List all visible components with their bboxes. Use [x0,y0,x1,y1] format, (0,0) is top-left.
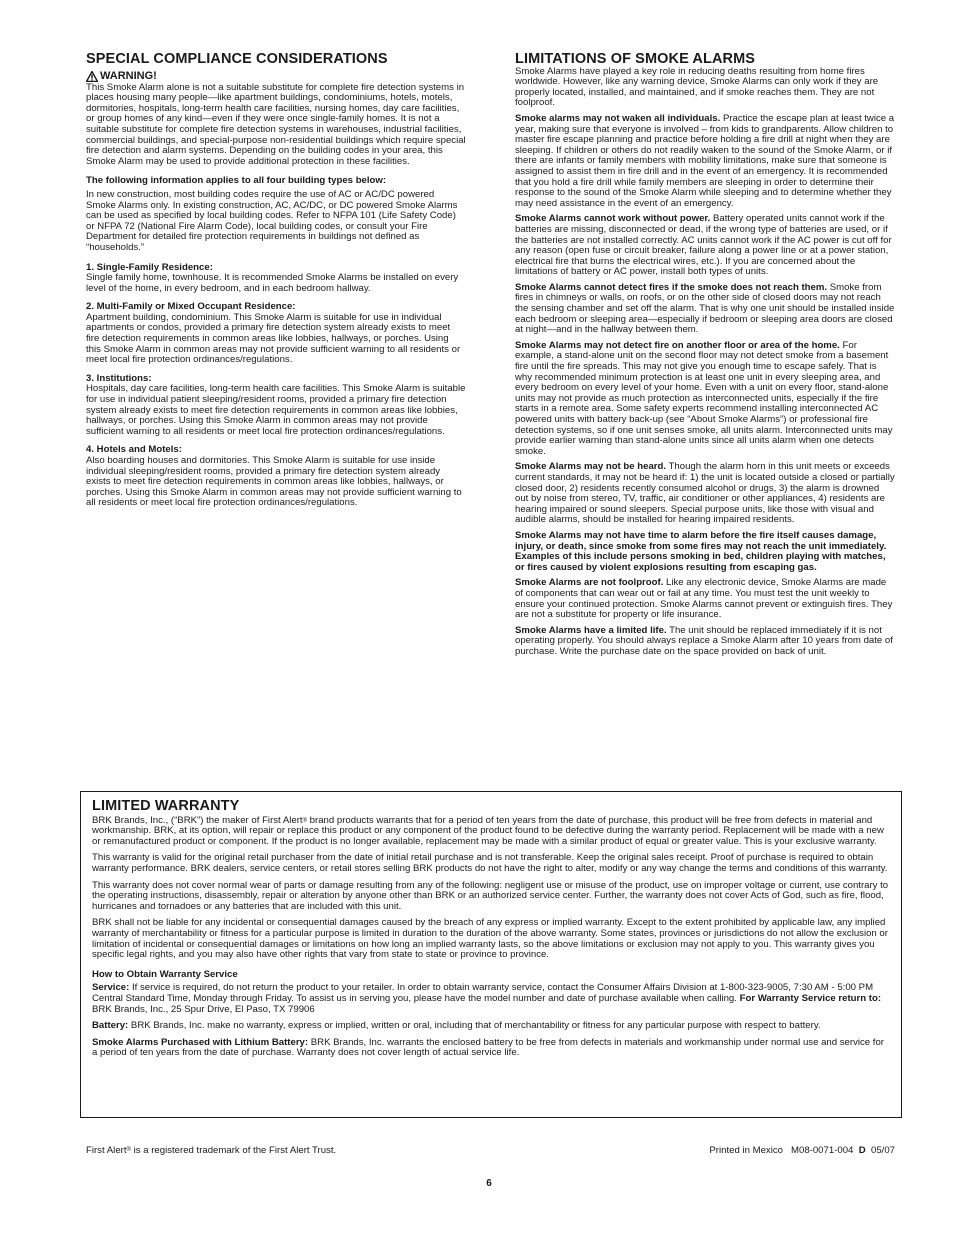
limitation-lead: Smoke Alarms may not detect fire on another floor or area of the home. [515,339,840,351]
limitation-item [515,462,895,526]
limitations-heading: LIMITATIONS OF SMOKE ALARMS [515,51,756,67]
applies-heading: The following information applies to all four building types below: [86,175,387,187]
limitations-section [515,51,895,662]
registered-mark: ® [126,1147,131,1153]
revision-letter: D [858,1145,866,1156]
limitation-item [515,341,895,458]
limitation-item [515,578,895,620]
special-compliance-section [86,51,466,509]
service-lead: Service: [92,982,130,994]
warranty-paragraph-4: BRK shall not be liable for any incidental or consequential damages caused by the breach of any express or implied warranty. Except to the extent prohibited by applicable law, any implied warranty of merchantability or fitness for a particular purpose is limited in duration to the duration of the above warranty. Some states, provinces or jurisdictions do not allow the exclusion or limitation of incidental or consequential damages or limitations on how long an implied warranty lasts, so the above limitations or exclusion may not apply to you. This warranty gives you specific legal rights, and you may also have other rights that vary from state to state or province to province. [92,917,888,961]
lithium-paragraph [92,1038,890,1059]
limitation-text: Like any electronic device, Smoke Alarms are made of components that can wear out or fail at any time. You must test the unit weekly to ensure your continued protection. Smoke Alarms cannot prevent or extinguish fires. They are not a substitute for property or life insurance. [515,577,893,621]
building-type-1 [86,263,466,295]
trademark-text: is a registered trademark of the First Alert Trust. [130,1145,337,1156]
limitation-lead: Smoke Alarms cannot work without power. [515,213,711,225]
limitations-intro: Smoke Alarms have played a key role in reducing deaths resulting from home fires worldwide. However, like any warning device, Smoke Alarms can only work if they are properly located, installed, and maintained, and if smoke reaches them. They are not foolproof. [515,65,879,109]
trademark-brand: First Alert [86,1145,127,1156]
building-type-4 [86,445,466,509]
limitation-item [515,626,895,658]
limitation-lead: Smoke alarms may not waken all individuals. [515,112,721,124]
limitation-text: Smoke from fires in chimneys or walls, on roofs, or on the other side of closed doors may not reach the sensing chamber and set off the alarm. That is why one unit should be installed inside each bedroom or sleeping area—especially if bedroom or sleeping area doors are closed at night—and in the hallway between them. [515,281,895,336]
building-type-text: Single family home, townhouse. It is recommended Smoke Alarms be installed on every level of the home, in every bedroom, and in each bedroom hallway. [86,272,459,294]
limitation-text: Practice the escape plan at least twice a year, making sure that everyone is involved – from kids to grandparents. Allow children to master fire escape planning and practice before holding a fire drill at night when they are sleeping. If children or others do not readily waken to the sound of the Smoke Alarm, or if there are infants or family members with mobility limitations, make sure that someone is assigned to assist them in fire drill and in the event of an emergency. It is recommended that you hold a fire drill while family members are sleeping in order to determine their response to the sound of the Smoke Alarm while sleeping and to determine whether they may need assistance in the event of an emergency. [515,112,895,209]
limitation-lead: Smoke Alarms may not be heard. [515,461,667,473]
building-type-3 [86,374,466,438]
building-type-title: 1. Single-Family Residence: [86,261,213,273]
registered-mark: ® [302,817,308,824]
warranty-heading: LIMITED WARRANTY [92,798,240,814]
how-to-obtain-heading: How to Obtain Warranty Service [92,968,238,980]
building-type-title: 2. Multi-Family or Mixed Occupant Residence: [86,301,296,313]
warranty-paragraph-1 [92,816,890,848]
limitation-item [515,283,895,336]
limitation-lead: Smoke Alarms cannot detect fires if the smoke does not reach them. [515,281,828,293]
warranty-paragraph-2: This warranty is valid for the original retail purchaser from the date of initial retail purchase and is not transferable. Keep the original sales receipt. Proof of purchase is required to obtain warranty performance. BRK dealers, service centers, or retail stores selling BRK products do not have the right to alter, modify or any way change the terms and conditions of this warranty. [92,852,888,874]
battery-lead: Battery: [92,1020,129,1032]
warning-triangle-icon [86,71,98,82]
warning-label-text: WARNING! [100,69,157,82]
printed-in: Printed in Mexico M08-0071-004 [709,1145,859,1156]
limitation-lead: Smoke Alarms are not foolproof. [515,577,664,589]
building-type-text: Also boarding houses and dormitories. This Smoke Alarm is suitable for use inside individual sleeping/resident rooms, provided a primary fire detection system already exists to meet fire detection requirements in common areas like lobbies, hallways, or porches. Using this Smoke Alarm in common areas may not provide sufficient warning to all residents or meet local fire protection ordinances/regulations. [86,455,462,509]
print-date: 05/07 [865,1145,895,1156]
limitation-lead: Smoke Alarms may not have time to alarm before the fire itself causes damage, injury, or death, since smoke from some fires may not reach the unit immediately. Examples of this include persons smoking in bed, children playing with matches, or fires caused by violent explosions resulting from escaping gas. [515,529,887,573]
warning-text: This Smoke Alarm alone is not a suitable substitute for complete fire detection systems in places housing many people—like apartment buildings, condominiums, hotels, motels, dormitories, hospitals, long-term health care facilities, nursing homes, day care facilities, or group homes of any kind—even if they were once single-family homes. It is not a suitable substitute for complete fire detection systems in warehouses, industrial facilities, commercial buildings, and special-purpose non-residential buildings which require special fire detection and alarm systems. Depending on the building codes in your area, this Smoke Alarm may be used to provide additional protection in these facilities. [86,81,466,167]
limitation-item [515,531,895,573]
service-paragraph [92,983,890,1015]
limitation-text: Battery operated units cannot work if the batteries are missing, disconnected or dead, if the wrong type of batteries are used, or if the batteries are not installed correctly. AC units cannot work if the AC power is cut off for any reason (open fuse or circuit breaker, failure along a power line or at a power station, electrical fire that burns the electrical wires, etc.). If you are concerned about the limitations of battery or AC power, install both types of units. [515,213,892,278]
limitation-item [515,114,895,209]
warranty-p1-start: BRK Brands, Inc., (“BRK”) the maker of First Alert [92,814,303,826]
warranty-paragraph-3: This warranty does not cover normal wear of parts or damage resulting from any of the following: negligent use or misuse of the product, use on improper voltage or current, use contrary to the operating instructions, disassembly, repair or alteration by anyone other than BRK or an authorized service center. Further, the warranty does not cover Acts of God, such as fire, flood, hurricanes and tornadoes or any batteries that are included with this unit. [92,879,889,912]
limitation-text: The unit should be replaced immediately if it is not operating properly. You should always replace a Smoke Alarm after 10 years from date of purchase. Write the purchase date on the space provided on back of unit. [515,624,893,657]
special-compliance-heading: SPECIAL COMPLIANCE CONSIDERATIONS [86,51,388,67]
building-type-text: Hospitals, day care facilities, long-term health care facilities. This Smoke Alarm is suitable for use in individual patient sleeping/resident rooms, provided a primary fire detection system already exists to meet fire detection requirements in common areas like lobbies, hallways, or porches. Using this Smoke Alarm in common areas may not provide sufficient warning to all residents or meet local fire protection ordinances/regulations. [86,383,466,437]
limitation-lead: Smoke Alarms have a limited life. [515,624,667,636]
return-lead: For Warranty Service return to: [739,992,882,1004]
trademark-note [86,1145,336,1156]
lithium-text: BRK Brands, Inc. warrants the enclosed battery to be free from defects in materials and workmanship under normal use and service for a period of ten years from the date of purchase. Warranty does not cover length of actual service life. [92,1036,884,1059]
applies-text: In new construction, most building codes require the use of AC or AC/DC powered Smoke Alarms only. In existing construction, AC, AC/DC, or DC powered Smoke Alarms can be used as specified by local building codes. Refer to NFPA 101 (Life Safety Code) or NFPA 72 (National Fire Alarm Code), local building codes, or consult your Fire Department for detailed fire protection requirements in buildings not defined as “households.” [86,188,458,253]
limitation-text: For example, a stand-alone unit on the second floor may not detect smoke from a basement fire until the fire spreads. This may not give you enough time to escape safely. That is why recommended minimum protection is at least one unit in every sleeping area, and every bedroom on every level of your home. Even with a unit on every floor, stand-alone units may not provide as much protection as interconnected units, especially if the fire starts in a remote area. Some safety experts recommend installing interconnected AC powered units with battery back-up (see “About Smoke Alarms”) or professional fire detection systems, so if one unit senses smoke, all units alarm. Interconnected units may provide earlier warning than stand-alone units since all units alarm when one detects smoke. [515,339,893,457]
lithium-lead: Smoke Alarms Purchased with Lithium Battery: [92,1036,309,1048]
page-number: 6 [486,1178,492,1189]
battery-paragraph [92,1021,890,1032]
battery-text: BRK Brands, Inc. make no warranty, express or implied, written or oral, including that of merchantability or fitness for any particular purpose with respect to battery. [128,1020,821,1032]
print-info [709,1145,895,1156]
limited-warranty-box [80,791,902,1118]
limitation-text: Though the alarm horn in this unit meets or exceeds current standards, it may not be heard if: 1) the unit is located outside a closed or partially closed door, 2) residents recently consumed alcohol or drugs, 3) the alarm is drowned out by noise from stereo, TV, traffic, air conditioner or other appliances, 4) residents are hearing impaired or sound sleepers. Special purpose units, like those with visual and audible alarms, should be installed for hearing impaired residents. [515,461,895,526]
building-type-title: 4. Hotels and Motels: [86,444,182,456]
warranty-p1-rest: brand products warrants that for a period of ten years from the date of purchase, this product will be free from defects in material and workmanship. BRK, at its option, will repair or replace this product or any component of the product found to be defective during the warranty period. Replacement will be made with a new or remanufactured product or component. If the product is no longer available, replacement may be made with a similar product of equal or greater value. This is your exclusive warranty. [92,814,884,847]
building-type-2 [86,302,466,366]
building-type-title: 3. Institutions: [86,372,152,384]
limitation-item [515,214,895,278]
return-address: BRK Brands, Inc., 25 Spur Drive, El Paso, TX 79906 [92,1003,315,1015]
service-text: If service is required, do not return the product to your retailer. In order to obtain warranty service, contact the Consumer Affairs Division at 1-800-323-9005, 7:30 AM - 5:00 PM Central Standard Time, Monday through Friday. To assist us in serving you, please have the model number and date of purchase available when calling. [92,982,874,1004]
warning-label [86,71,466,82]
building-type-text: Apartment building, condominium. This Smoke Alarm is suitable for use in individual apartments or condos, provided a primary fire detection system already exists to meet fire detection requirements in common areas like lobbies, hallways, or porches. Using this Smoke Alarm in common areas may not provide sufficient warning to all residents or meet local fire protection ordinances/regulations. [86,311,461,366]
